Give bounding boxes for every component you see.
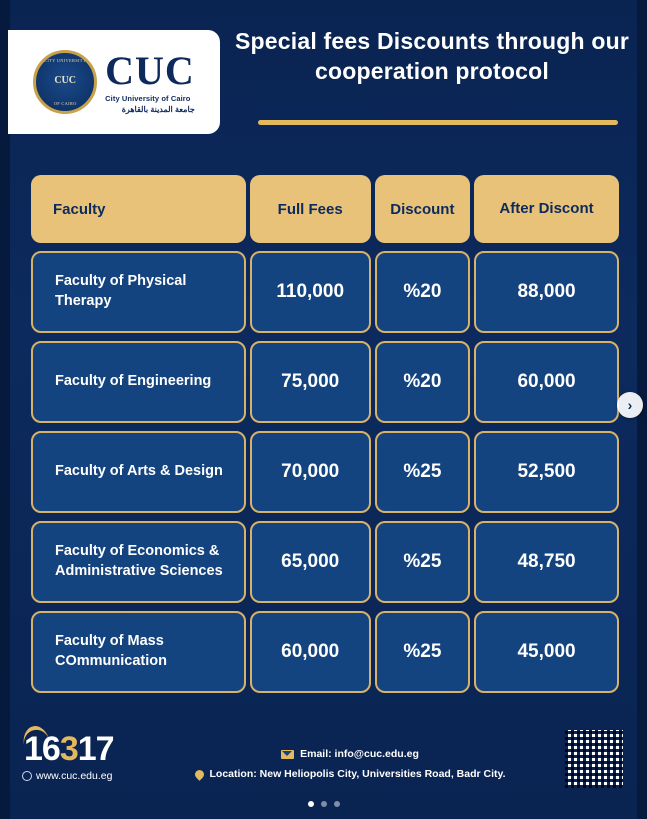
cell-after-discount: 60,000 (474, 341, 619, 423)
carousel-dots (0, 801, 647, 807)
website-label: www.cuc.edu.eg (36, 770, 113, 782)
cell-faculty: Faculty of Engineering (31, 341, 246, 423)
hotline-number (24, 732, 114, 766)
location-line (150, 768, 550, 780)
hotline-prefix: 16 (24, 730, 60, 768)
cell-full-fees: 60,000 (250, 611, 371, 693)
contact-block (150, 748, 550, 788)
email-line[interactable] (150, 748, 550, 760)
logo-text-block (105, 47, 195, 114)
carousel-dot-3[interactable] (334, 801, 340, 807)
hotline-middle: 3 (59, 730, 78, 768)
cell-full-fees: 75,000 (250, 341, 371, 423)
cell-discount: %25 (375, 611, 470, 693)
cell-discount: %25 (375, 521, 470, 603)
university-logo (8, 30, 220, 134)
logo-name-arabic: جامعة المدينة بالقاهرة (121, 104, 195, 114)
crest-middle-text: CUC (54, 75, 76, 86)
table-row (31, 431, 619, 513)
cell-discount: %25 (375, 431, 470, 513)
poster-footer (0, 714, 647, 819)
crest-bottom-text: OF CAIRO (53, 101, 77, 106)
cell-discount: %20 (375, 251, 470, 333)
poster-header (0, 0, 647, 152)
email-label: Email: info@cuc.edu.eg (300, 748, 419, 760)
mail-icon (281, 750, 294, 759)
fees-table (31, 175, 619, 701)
cell-faculty: Faculty of Arts & Design (31, 431, 246, 513)
cell-full-fees: 65,000 (250, 521, 371, 603)
map-pin-icon (193, 768, 206, 781)
carousel-dot-2[interactable] (321, 801, 327, 807)
cell-full-fees: 70,000 (250, 431, 371, 513)
cell-after-discount: 45,000 (474, 611, 619, 693)
logo-name-english: City University of Cairo (105, 93, 191, 103)
website-link[interactable] (22, 770, 112, 782)
carousel-next-button[interactable]: › (617, 392, 643, 418)
cell-after-discount: 88,000 (474, 251, 619, 333)
table-row (31, 521, 619, 603)
globe-icon (22, 771, 32, 781)
cell-full-fees: 110,000 (250, 251, 371, 333)
page-title: Special fees Discounts through our cooperation protocol (234, 28, 630, 85)
table-row (31, 251, 619, 333)
cell-faculty: Faculty of Mass COmmunication (31, 611, 246, 693)
column-header-after-discount: After Discont (474, 175, 619, 243)
cell-discount: %20 (375, 341, 470, 423)
qr-code-icon[interactable] (563, 728, 625, 790)
column-header-full-fees: Full Fees (250, 175, 371, 243)
cell-faculty: Faculty of Economics & Administrative Sciences (31, 521, 246, 603)
table-row (31, 611, 619, 693)
cell-after-discount: 48,750 (474, 521, 619, 603)
headline-divider (258, 120, 618, 125)
location-label: Location: New Heliopolis City, Universities Road, Badr City. (209, 768, 506, 780)
column-header-discount: Discount (375, 175, 470, 243)
table-row (31, 341, 619, 423)
logo-wordmark: CUC (105, 47, 195, 93)
hotline-suffix: 17 (77, 730, 114, 768)
university-crest-icon (33, 50, 97, 114)
crest-top-text: CITY UNIVERSITY (44, 58, 87, 63)
cell-after-discount: 52,500 (474, 431, 619, 513)
cell-faculty: Faculty of Physical Therapy (31, 251, 246, 333)
carousel-dot-1[interactable] (308, 801, 314, 807)
column-header-faculty: Faculty (31, 175, 246, 243)
table-header-row (31, 175, 619, 243)
